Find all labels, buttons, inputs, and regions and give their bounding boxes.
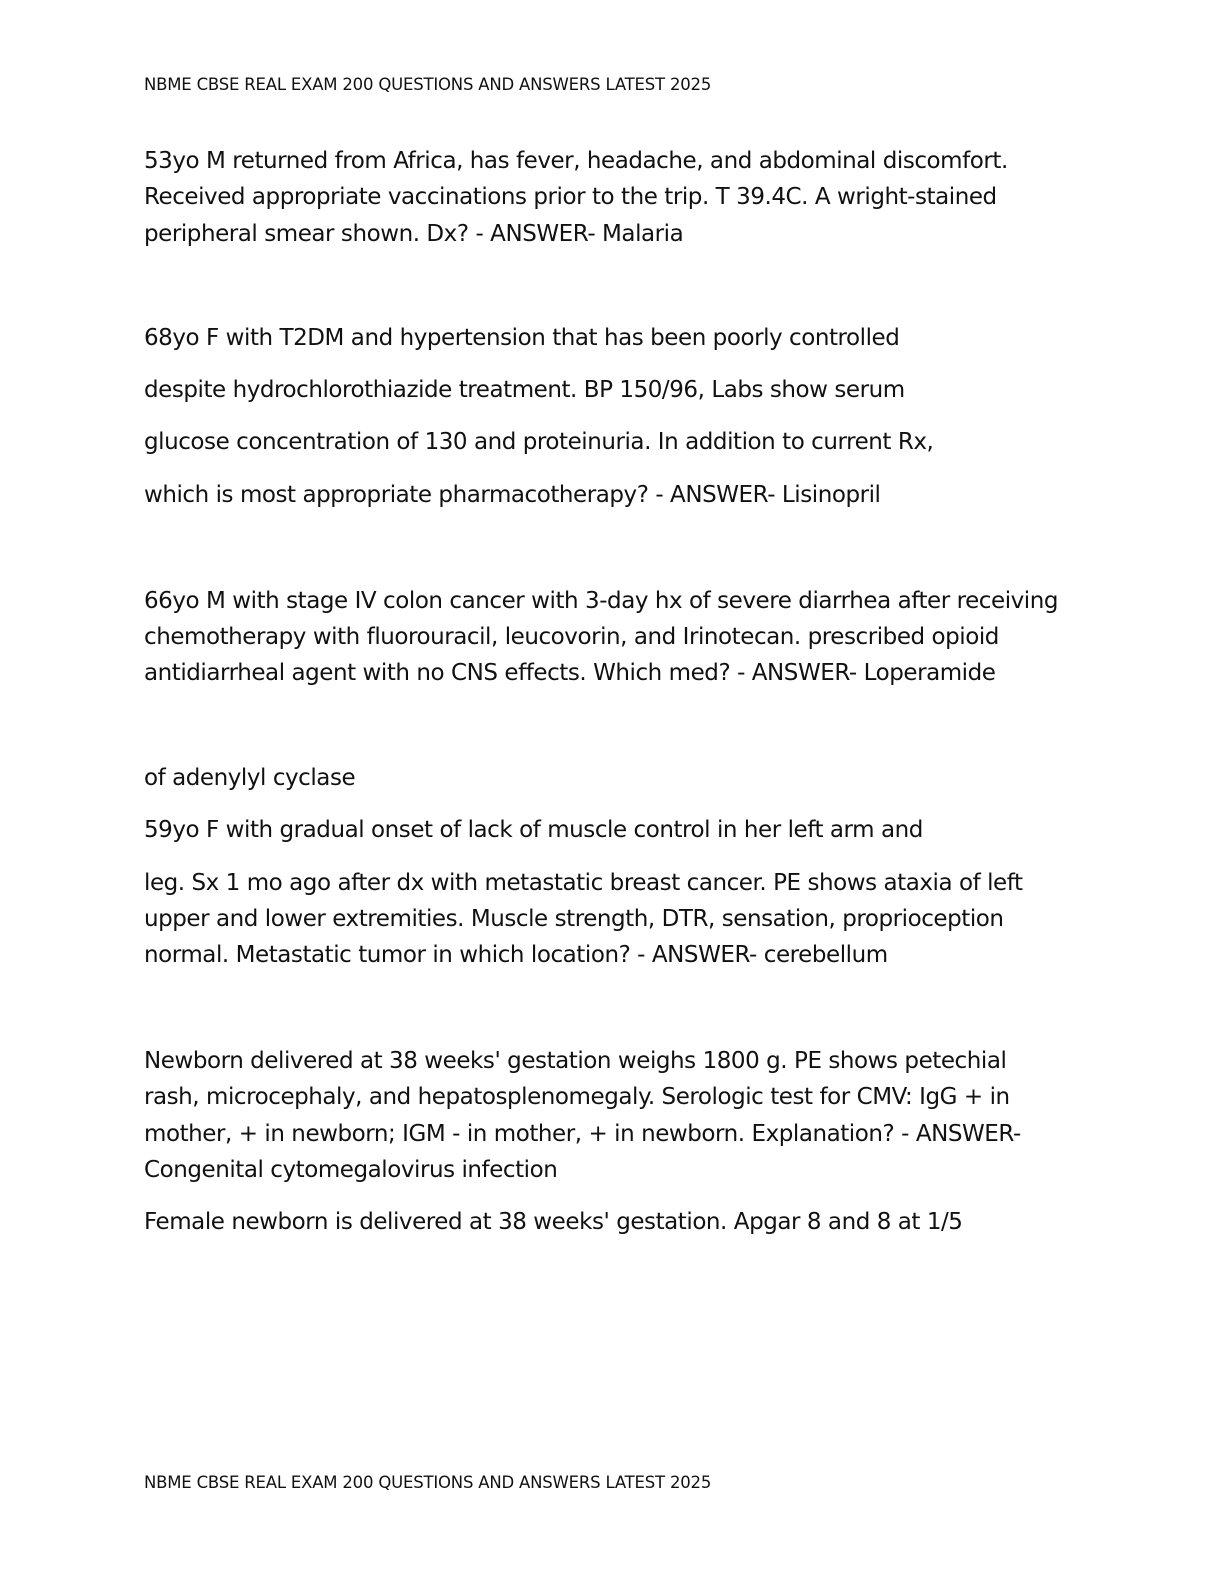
question-line: despite hydrochlorothiazide treatment. BP 150/96, Labs show serum [144, 377, 905, 403]
answer-line: peripheral smear shown. Dx? - ANSWER- Malaria [144, 221, 684, 247]
question-line: chemotherapy with fluorouracil, leucovorin, and Irinotecan. prescribed opioid [144, 624, 999, 650]
answer-line: which is most appropriate pharmacotherapy? - ANSWER- Lisinopril [144, 482, 881, 508]
answer-line: Congenital cytomegalovirus infection [144, 1157, 558, 1183]
answer-line: normal. Metastatic tumor in which location? - ANSWER- cerebellum [144, 942, 888, 968]
page-header: NBME CBSE REAL EXAM 200 QUESTIONS AND ANSWERS LATEST 2025 [144, 75, 712, 94]
answer-line: antidiarrheal agent with no CNS effects. Which med? - ANSWER- Loperamide [144, 660, 996, 686]
question-line: leg. Sx 1 mo ago after dx with metastatic breast cancer. PE shows ataxia of left [144, 870, 1023, 896]
question-line: Newborn delivered at 38 weeks' gestation weighs 1800 g. PE shows petechial [144, 1048, 1007, 1074]
question-line: Received appropriate vaccinations prior to the trip. T 39.4C. A wright-stained [144, 184, 997, 210]
question-line: rash, microcephaly, and hepatosplenomegaly. Serologic test for CMV: IgG + in [144, 1084, 1010, 1110]
fragment-line: of adenylyl cyclase [144, 765, 356, 791]
question-line: 68yo F with T2DM and hypertension that has been poorly controlled [144, 325, 900, 351]
question-line: 53yo M returned from Africa, has fever, headache, and abdominal discomfort. [144, 148, 1008, 174]
question-line: 59yo F with gradual onset of lack of muscle control in her left arm and [144, 817, 923, 843]
question-line: mother, + in newborn; IGM - in mother, + in newborn. Explanation? - ANSWER- [144, 1121, 1021, 1147]
question-line: glucose concentration of 130 and proteinuria. In addition to current Rx, [144, 429, 934, 455]
page-footer: NBME CBSE REAL EXAM 200 QUESTIONS AND ANSWERS LATEST 2025 [144, 1473, 712, 1492]
question-line: Female newborn is delivered at 38 weeks' gestation. Apgar 8 and 8 at 1/5 [144, 1209, 963, 1235]
question-line: 66yo M with stage IV colon cancer with 3-day hx of severe diarrhea after receiving [144, 588, 1059, 614]
question-line: upper and lower extremities. Muscle strength, DTR, sensation, proprioception [144, 906, 1004, 932]
